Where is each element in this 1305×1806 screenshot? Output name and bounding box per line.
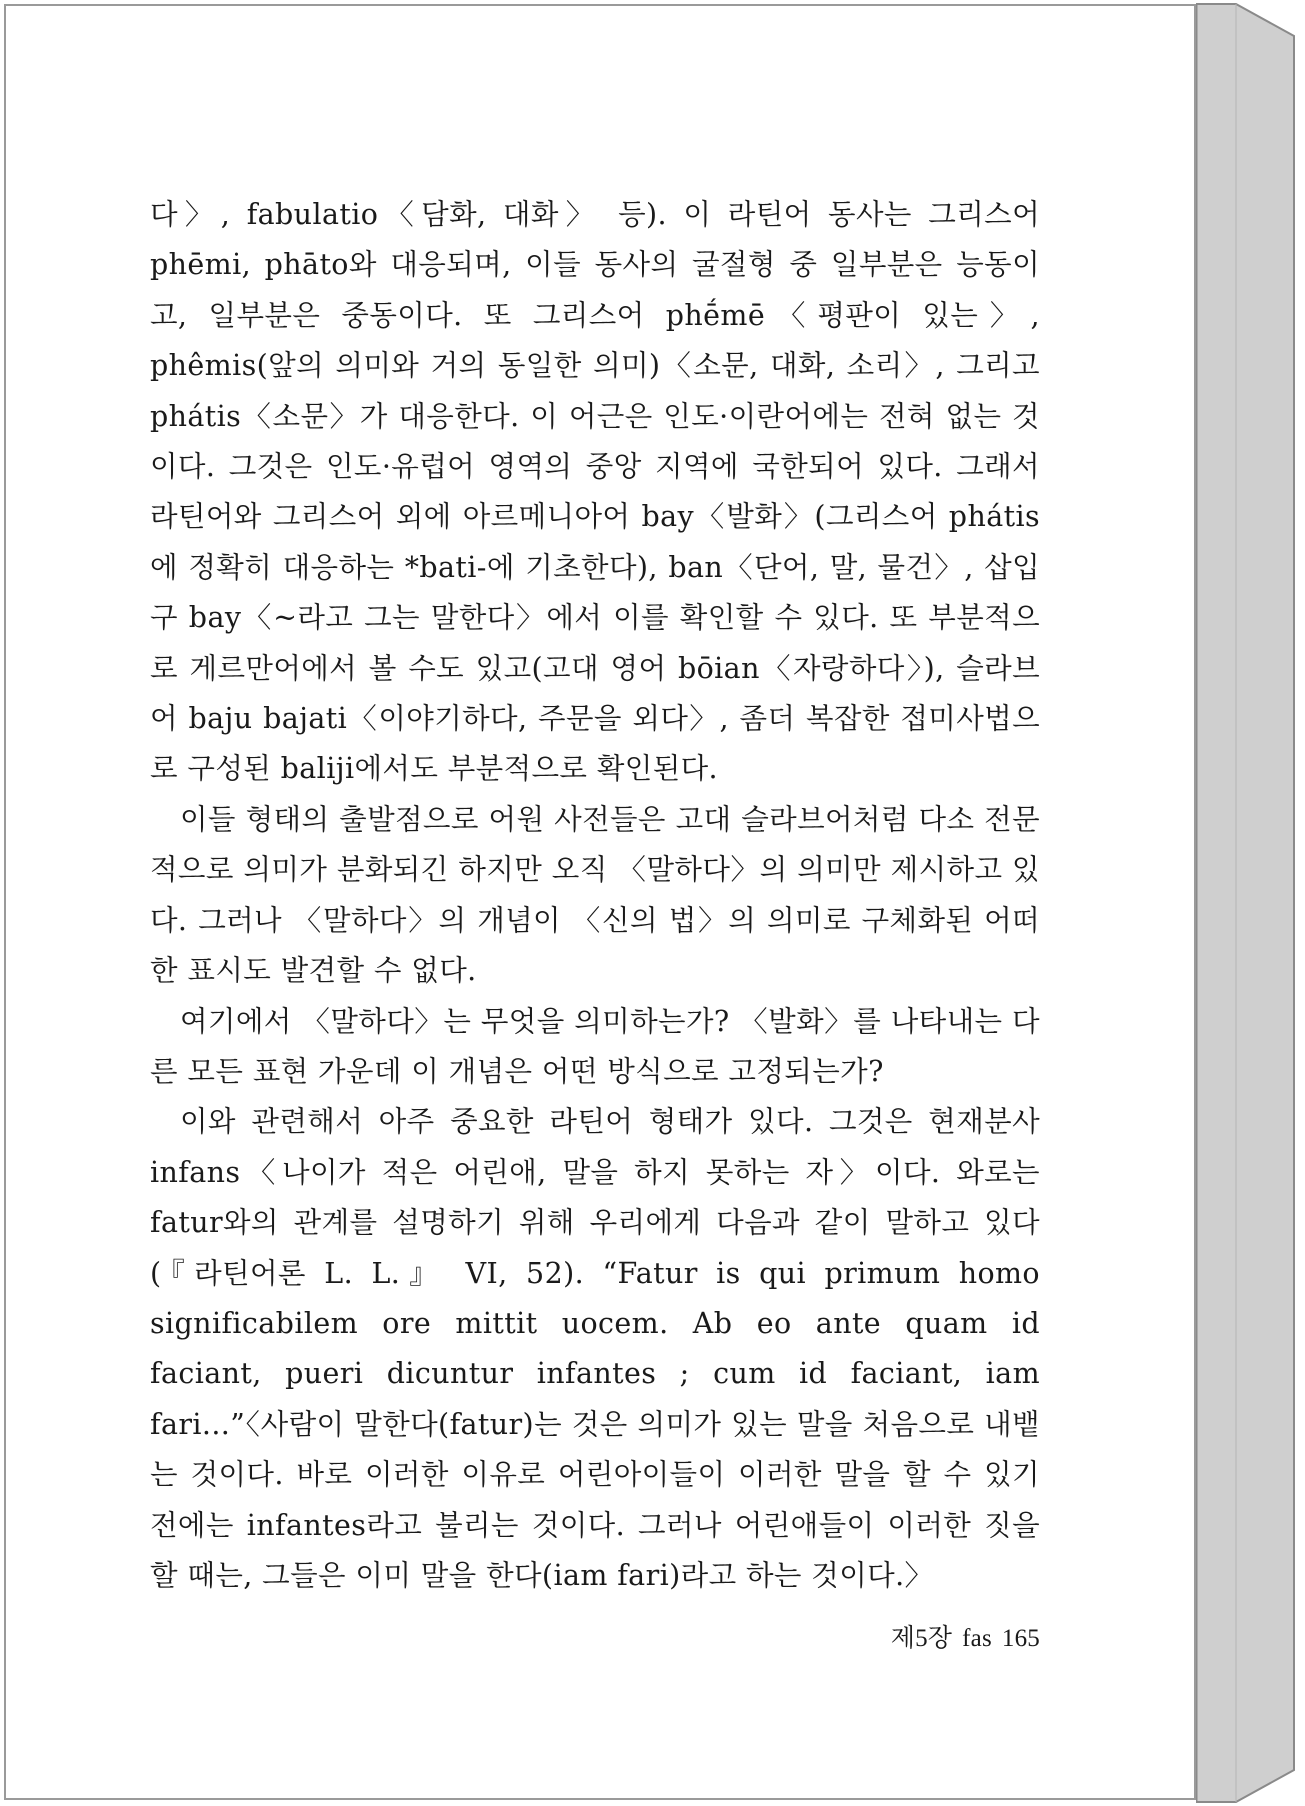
book-page-edge [1196,0,1301,1806]
page-footer [825,1618,1040,1654]
paragraph-1: 다〉, fabulatio〈담화, 대화〉 등). 이 라틴어 동사는 그리스어 phēmi, phāto와 대응되며, 이들 동사의 굴절형 중 일부분은 능동이고, 일부분은 중동이다. 또 그리스어 phḗmē〈평판이 있는〉, phêmis(앞의 의미와 거의 동일한 의미)〈소문, 대화, 소리〉, 그리고 phátis〈소문〉가 대응한다. 이 어근은 인도·이란어에는 전혀 없는 것이다. 그것은 인도·유럽어 영역의 중앙 지역에 국한되어 있다. 그래서 라틴어와 그리스어 외에 아르메니아어 bay〈발화〉(그리스어 phátis에 정확히 대응하는 *bati-에 기초한다), ban〈단어, 말, 물건〉, 삽입구 bay〈~라고 그는 말한다〉에서 이를 확인할 수 있다. 또 부분적으로 게르만어에서 볼 수도 있고(고대 영어 bōian〈자랑하다〉), 슬라브어 baju bajati〈이야기하다, 주문을 외다〉, 좀더 복잡한 접미사법으로 구성된 baliji에서도 부분적으로 확인된다. [150,198,1040,786]
paragraph-3: 여기에서 〈말하다〉는 무엇을 의미하는가? 〈발화〉를 나타내는 다른 모든 표현 가운데 이 개념은 어떤 방식으로 고정되는가? [150,1004,1040,1088]
chapter-label: 제5장 [890,1625,953,1652]
paragraph-2: 이들 형태의 출발점으로 어원 사전들은 고대 슬라브어처럼 다소 전문적으로 의미가 분화되긴 하지만 오직 〈말하다〉의 의미만 제시하고 있다. 그러나 〈말하다〉의 개념이 〈신의 법〉의 의미로 구체화된 어떠한 표시도 발견할 수 없다. [150,802,1040,988]
paragraph-4: 이와 관련해서 아주 중요한 라틴어 형태가 있다. 그것은 현재분사 infans〈나이가 적은 어린애, 말을 하지 못하는 자〉이다. 와로는 fatur와의 관계를 설명하기 위해 우리에게 다음과 같이 말하고 있다(『라틴어론 L. L.』 VI, 52). “Fatur is qui primum homo significabilem ore mittit uocem. Ab eo ante quam id faciant, pueri dicuntur infantes ; cum id faciant, iam fari...”〈사람이 말한다(fatur)는 것은 의미가 있는 말을 처음으로 내뱉는 것이다. 바로 이러한 이유로 어린아이들이 이러한 말을 할 수 있기 전에는 infantes라고 불리는 것이다. 그러나 어린애들이 이러한 짓을 할 때는, 그들은 이미 말을 한다(iam fari)라고 하는 것이다.〉 [150,1105,1040,1592]
chapter-title: fas [962,1625,992,1652]
page-number: 165 [1001,1625,1040,1652]
body-text [150,190,1040,1601]
